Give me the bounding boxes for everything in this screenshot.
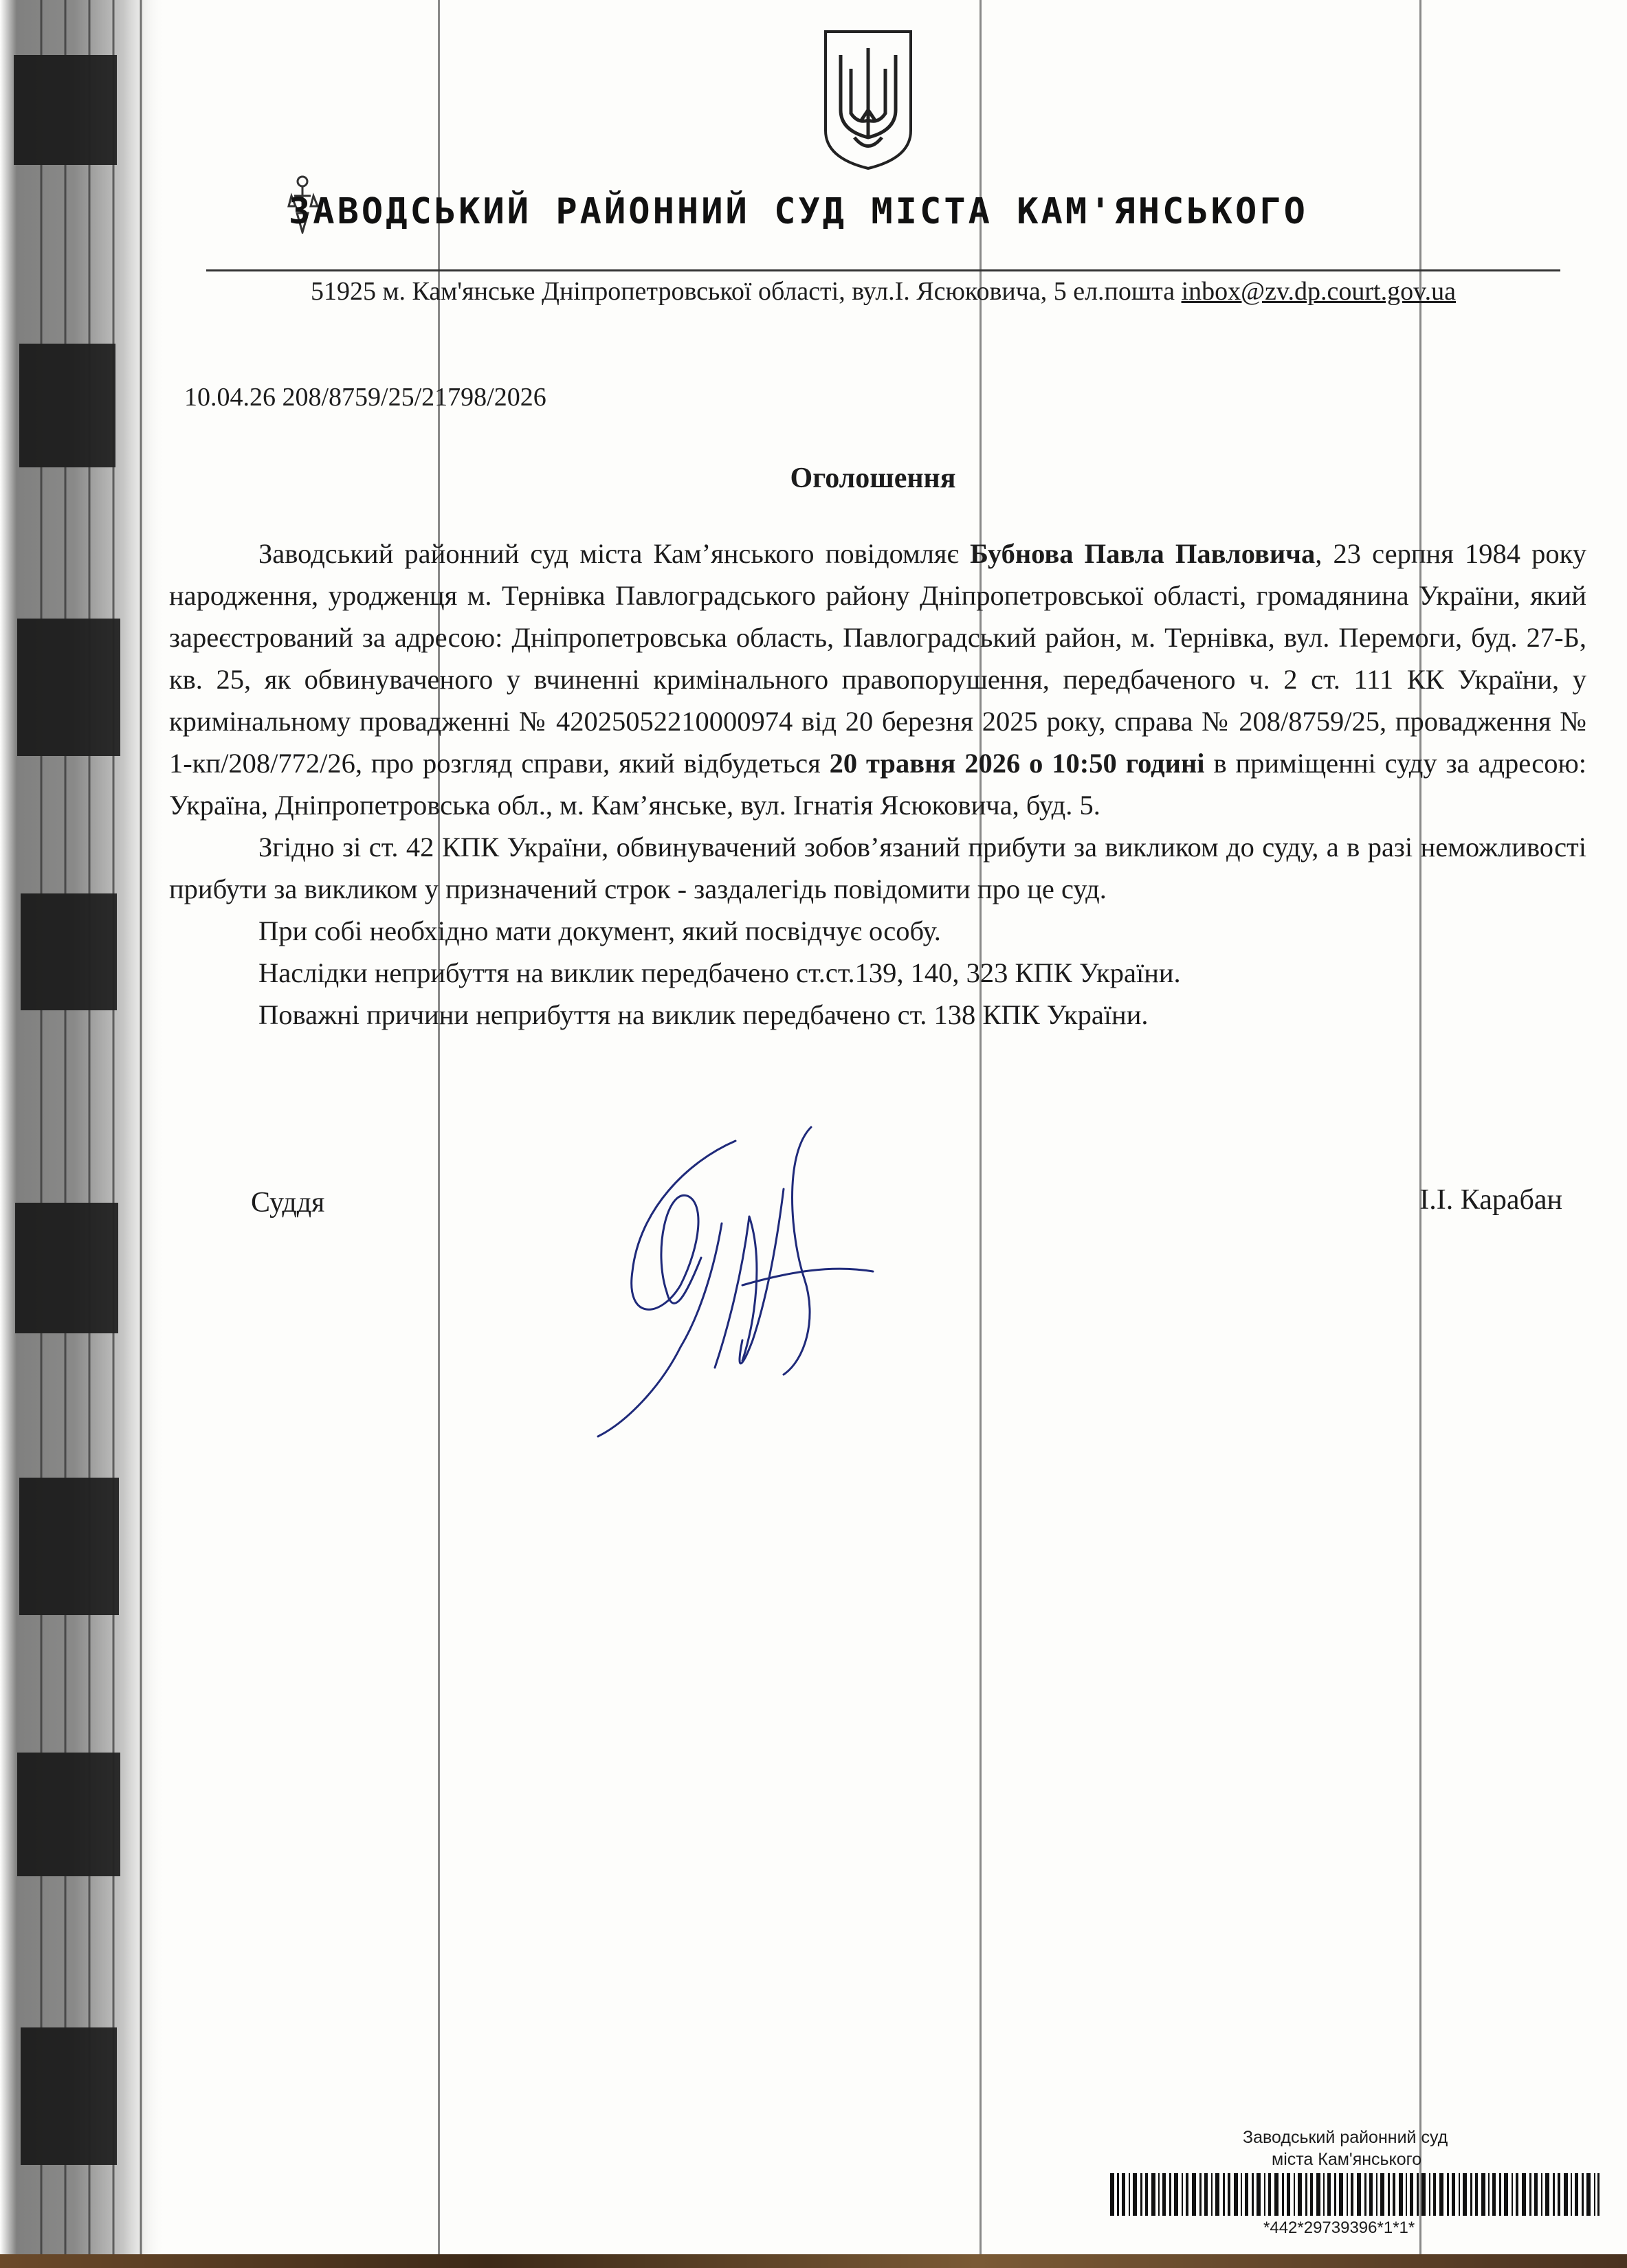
registry-stamp-city: міста Кам'янського [1272,2150,1422,2169]
fold-line [438,0,440,2268]
paragraph-text: Заводський районний суд міста Кам’янського повідомляє [258,538,971,569]
court-address [206,276,1560,307]
announcement-body [169,533,1586,1036]
announcement-paragraph [169,533,1586,826]
consequences-paragraph: Наслідки неприбуття на виклик передбачено ст.ст.139, 140, 323 КПК України. [258,957,1181,988]
document-reference: 10.04.26 208/8759/25/21798/2026 [184,383,546,412]
scan-edge-artifact [0,0,165,2268]
paragraph-text: , 23 серпня 1984 року народження, уродженця м. Тернівка Павлоградського району Дніпропетровської області, громадянина України, який зареєстрований за адресою: Дніпропетровська область, Павлоградський район, м. Тернівка, вул. Перемоги, буд. 27-Б, кв. 25, як обвинуваченого у вчиненні кримінального правопорушення, передбаченого ч. 2 ст. 111 КК України, у кримінальному провадженні № 42025052210000974 від 20 березня 2025 року, справа № 208/8759/25, провадження № 1-кп/208/772/26, про розгляд справи, який відбудеться [169,538,1587,779]
ukraine-coat-of-arms-icon [820,27,916,172]
paragraph-text: в приміщенні суду за адресою: Україна, Дніпропетровська обл., м. Кам’янське, вул. Ігнатія Ясюковича, буд. 5. [169,748,1586,821]
accused-name: Бубнова Павла Павловича [970,538,1316,569]
document-barcode [1110,2173,1600,2216]
judge-name: І.І. Карабан [1419,1184,1562,1216]
hearing-datetime: 20 травня 2026 о 10:50 годині [829,748,1205,779]
address-text: 51925 м. Кам'янське Дніпропетровської області, вул.І. Ясюковича, 5 ел.пошта [311,277,1182,306]
valid-reasons-paragraph: Поважні причини неприбуття на виклик передбачено ст. 138 КПК України. [258,999,1149,1030]
id-document-paragraph: При собі необхідно мати документ, який посвідчує особу. [258,915,941,946]
registry-stamp-court: Заводський районний суд [1243,2128,1448,2147]
header-divider [206,269,1560,271]
judge-position-label: Суддя [251,1187,325,1219]
fold-line [1419,0,1421,2268]
judge-signature [584,1113,942,1457]
obligation-paragraph: Згідно зі ст. 42 КПК України, обвинувачений зобов’язаний прибути за викликом до суду, а в разі неможливості прибути за викликом у призначений строк - заздалегідь повідомити про це суд. [169,832,1586,904]
scan-bottom-edge [0,2254,1627,2268]
court-email-link[interactable]: inbox@zv.dp.court.gov.ua [1181,277,1456,306]
fold-line [979,0,982,2268]
barcode-number: *442*29739396*1*1* [1263,2219,1415,2237]
document-title: Оголошення [790,463,956,494]
court-title: ЗАВОДСЬКИЙ РАЙОННИЙ СУД МІСТА КАМ'ЯНСЬКОГО [289,191,1308,232]
